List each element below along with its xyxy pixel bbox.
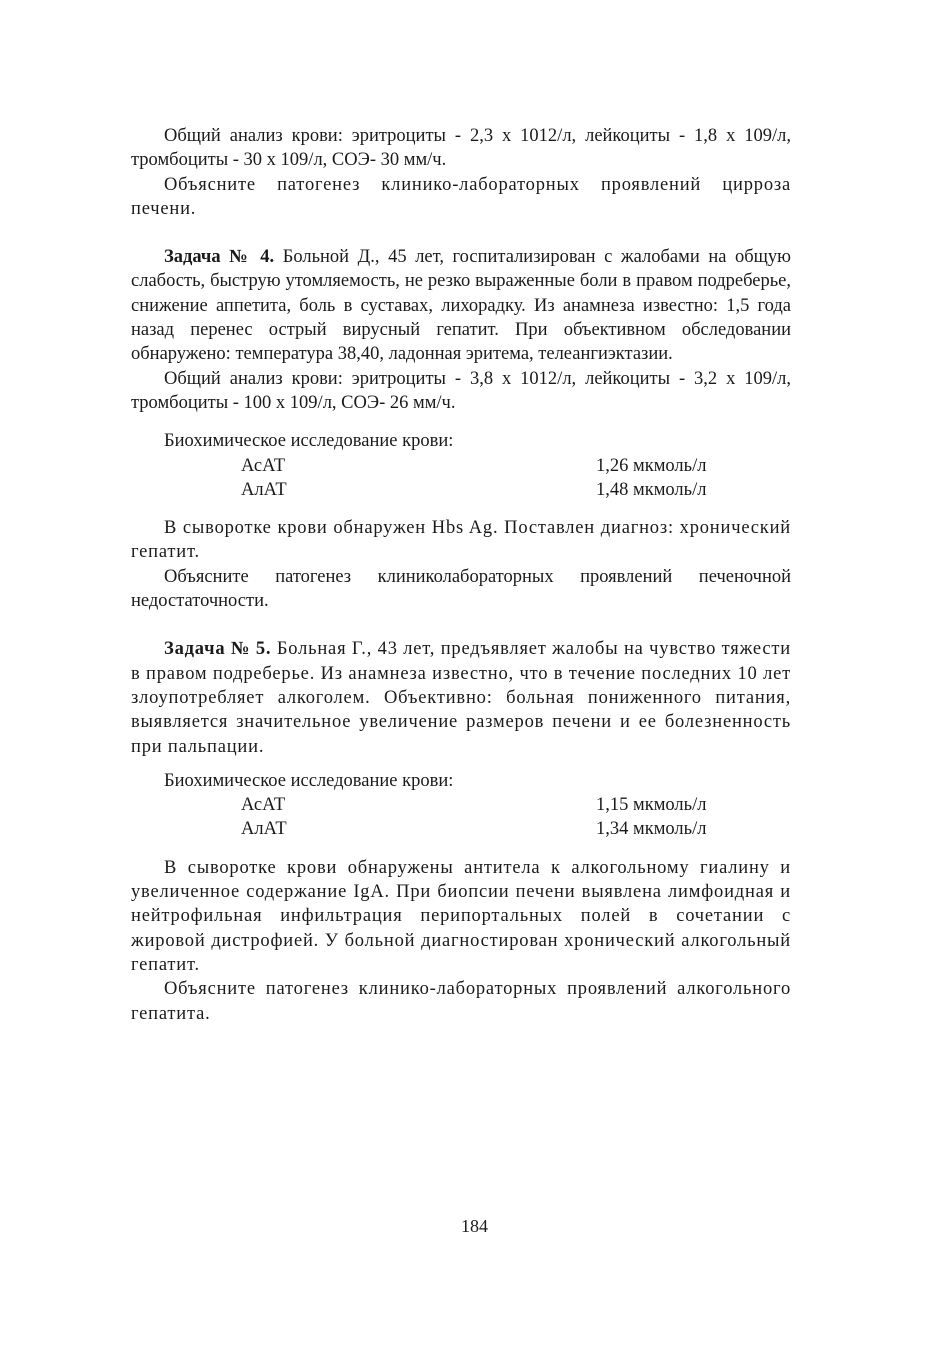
section-gap <box>131 221 791 245</box>
task4-heading: Задача № 4. <box>164 247 275 268</box>
section-gap <box>131 842 791 856</box>
page-number: 184 <box>461 1216 488 1236</box>
task5-heading: Задача № 5. <box>164 639 272 660</box>
task5-serum: В сыворотке крови обнаружены антитела к алкогольному гиалину и увеличенное содержание IgA. При биопсии печени выявлена лимфоидная и нейтрофильная инфильтрация перипортальных полей в сочетании с жировой дистрофией. У больной диагностирован хронический алкогольный гепатит. <box>131 857 791 975</box>
task4-blood-test: Общий анализ крови: эритроциты - 3,8 х 1012/л, лейкоциты - 3,2 х 109/л, тромбоциты - 100 х 109/л, СОЭ- 26 мм/ч. <box>131 368 791 413</box>
task4-question: Объясните патогенез клиниколабораторных проявлений печеночной недостаточности. <box>131 566 791 612</box>
task5-lab-row <box>131 793 791 817</box>
document-page <box>131 124 791 1026</box>
section-gap <box>131 613 791 637</box>
task5-question: Объясните патогенез клинико-лабораторных проявлений алкогольного гепатита. <box>131 979 791 1024</box>
task5-lab-row <box>131 817 791 841</box>
task5-biochem-title: Биохимическое исследование крови: <box>164 770 454 791</box>
intro-blood-test: Общий анализ крови: эритроциты - 2,3 х 1012/л, лейкоциты - 1,8 х 109/л, тромбоциты - 30 х 109/л, СОЭ- 30 мм/ч. <box>131 126 791 171</box>
task4-biochem-title: Биохимическое исследование крови: <box>164 431 454 452</box>
section-gap <box>131 502 791 516</box>
lab-value: 1,15 мкмоль/л <box>596 795 707 816</box>
task4-paragraph <box>131 245 791 366</box>
task4-serum: В сыворотке крови обнаружен Hbs Ag. Поставлен диагноз: хронический гепатит. <box>131 518 791 563</box>
lab-value: 1,26 мкмоль/л <box>596 455 707 476</box>
lab-value: 1,34 мкмоль/л <box>596 819 707 840</box>
lab-name: АсАТ <box>241 795 286 816</box>
lab-value: 1,48 мкмоль/л <box>596 479 707 500</box>
lab-name: АлАТ <box>241 479 287 500</box>
task4-lab-row <box>131 454 791 478</box>
lab-name: АсАТ <box>241 455 286 476</box>
intro-question: Объясните патогенез клинико-лабораторных проявлений цирроза печени. <box>131 174 791 219</box>
task4-case: Больной Д., 45 лет, госпитализирован с жалобами на общую слабость, быструю утомляемость, не резко выраженные боли в правом подреберье, снижение аппетита, боль в суставах, лихорадку. Из анамнеза известно: 1,5 года назад перенес острый вирусный гепатит. При объективном обследовании обнаружено: температура 38,40, ладонная эритема, телеангиэктазии. <box>131 247 791 365</box>
lab-name: АлАТ <box>241 819 287 840</box>
task5-case: Больная Г., 43 лет, предъявляет жалобы на чувство тяжести в правом подреберье. Из анамнеза известно, что в течение последних 10 лет злоупотребляет алкоголем. Объективно: больная пониженного питания, выявляется значительное увеличение размеров печени и ее болезненность при пальпации. <box>131 639 791 757</box>
task5-paragraph <box>131 637 791 758</box>
section-gap <box>131 415 791 429</box>
task4-lab-row <box>131 478 791 502</box>
section-gap <box>131 759 791 769</box>
